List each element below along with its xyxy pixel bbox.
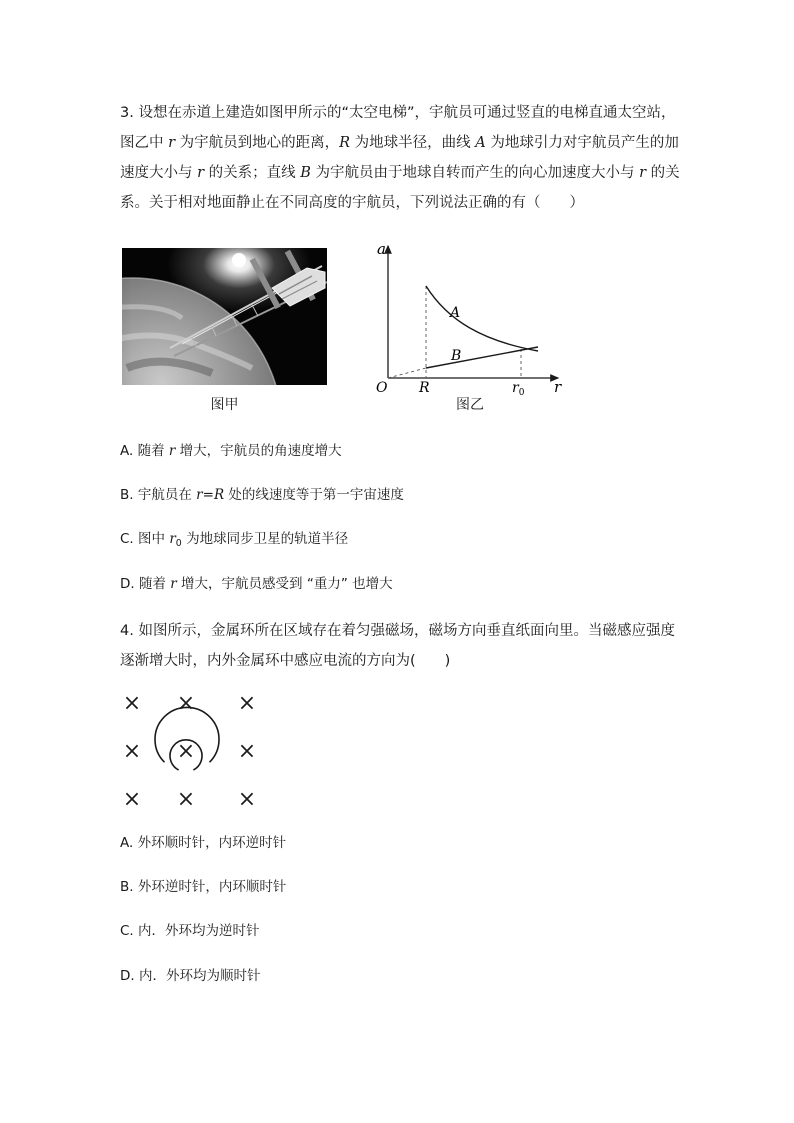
field-cross-icon: ×	[122, 691, 142, 716]
line-B-extension	[388, 368, 426, 378]
q3-number: 3.	[120, 105, 134, 121]
field-cross-icon: ×	[176, 739, 196, 764]
figure-a-caption: 图甲	[210, 397, 239, 413]
sun-icon	[232, 253, 246, 267]
q3-option-c[interactable]: C. 图中 $r_0$ 为地球同步卫星的轨道半径	[120, 531, 349, 549]
x-axis-label: r	[554, 378, 562, 396]
q4-option-c[interactable]: C. 内．外环均为逆时针	[120, 923, 260, 939]
q3-option-d[interactable]: D. 随着 r 增大，宇航员感受到 “重力” 也增大	[120, 576, 393, 592]
space-elevator-illustration	[122, 248, 327, 385]
space-elevator-photo	[122, 248, 327, 385]
tick-label-r0: $r_0$	[512, 380, 525, 398]
curve-label-A: A	[450, 305, 461, 321]
field-cross-icon: ×	[122, 739, 142, 764]
field-cross-icon: ×	[237, 691, 257, 716]
field-cross-icon: ×	[176, 691, 196, 716]
q3-option-b[interactable]: B. 宇航员在 r=R 处的线速度等于第一宇宙速度	[120, 487, 404, 503]
line-label-B: B	[451, 348, 462, 364]
q4-option-a[interactable]: A. 外环顺时针，内环逆时针	[120, 835, 287, 851]
q3-stem: 3. 设想在赤道上建造如图甲所示的“太空电梯”，宇航员可通过竖直的电梯直通太空站，图乙中 r 为宇航员到地心的距离，R 为地球半径，曲线 A 为地球引力对宇航员产生的加速度大小与 r 的关系；直线 B 为宇航员由于地球自转而产生的向心加速度大小与 r 的关系。关于相对地面静止在不同高度的宇航员，下列说法正确的有（ ）	[120, 105, 680, 211]
origin-label: O	[376, 380, 388, 396]
metal-rings-figure	[112, 686, 272, 816]
q4-stem: 4. 如图所示，金属环所在区域存在着匀强磁场，磁场方向垂直纸面向里。当磁感应强度逐渐增大时，内外金属环中感应电流的方向为( )	[120, 623, 675, 669]
q4-option-d[interactable]: D. 内．外环均为顺时针	[120, 968, 261, 984]
field-cross-icon: ×	[237, 739, 257, 764]
field-cross-icon: ×	[237, 787, 257, 812]
acceleration-graph	[368, 236, 568, 398]
field-cross-icon: ×	[122, 787, 142, 812]
figure-b-caption: 图乙	[456, 397, 484, 413]
q4-number: 4.	[120, 623, 134, 639]
q3-option-a[interactable]: A. 随着 r 增大，宇航员的角速度增大	[120, 443, 342, 459]
y-axis-label: a	[377, 240, 386, 258]
q4-option-b[interactable]: B. 外环逆时针，内环顺时针	[120, 879, 287, 895]
curve-A	[426, 286, 538, 351]
tick-label-R: R	[419, 380, 430, 396]
field-cross-icon: ×	[176, 787, 196, 812]
